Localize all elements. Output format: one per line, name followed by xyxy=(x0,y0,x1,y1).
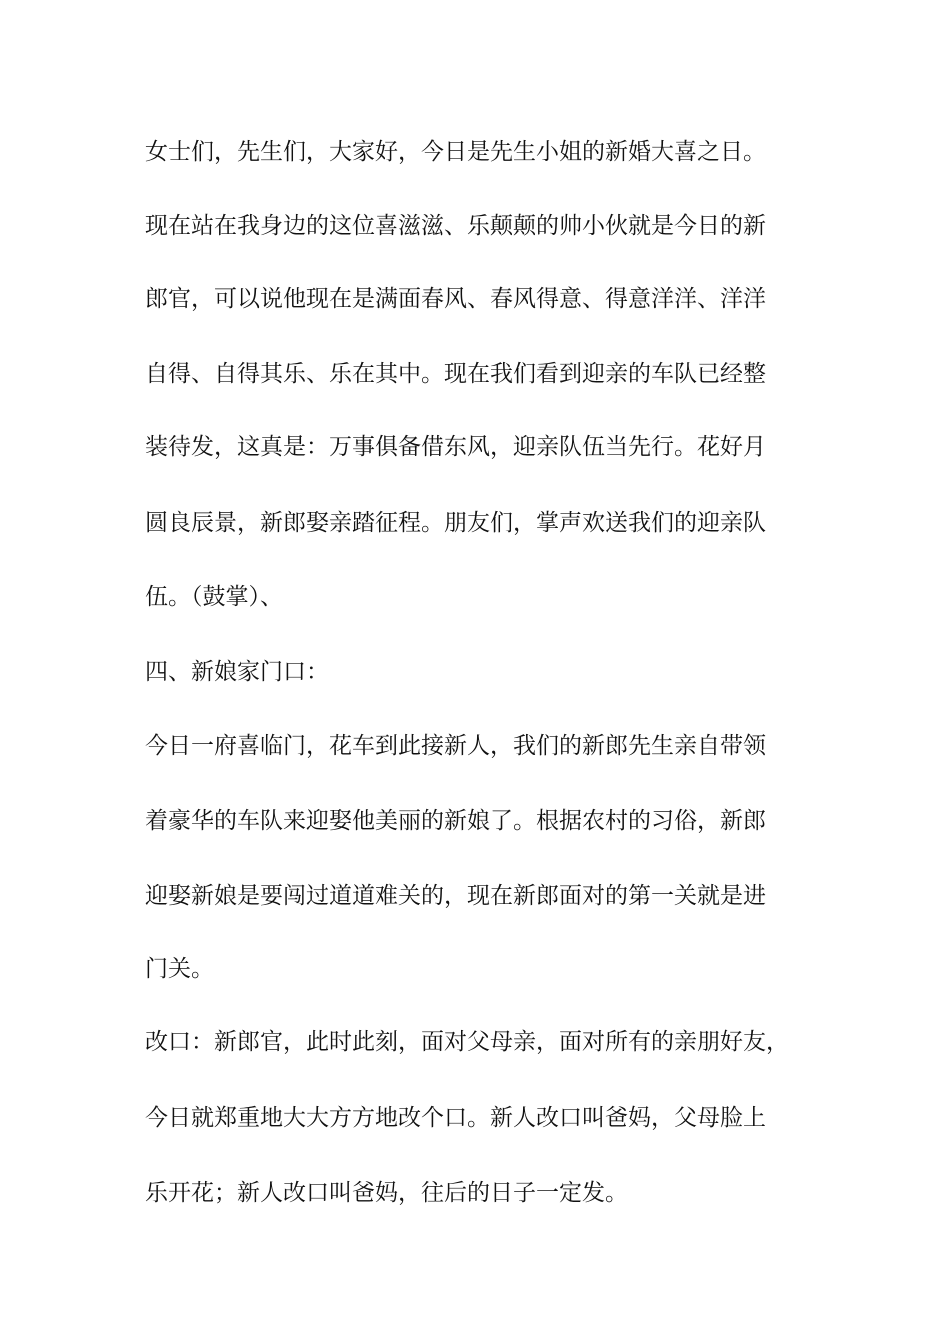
text-line: 装待发，这真是：万事俱备借东风，迎亲队伍当先行。花好月 xyxy=(145,434,766,460)
text-line: 伍。（鼓掌）、 xyxy=(145,584,283,610)
text-line: 着豪华的车队来迎娶他美丽的新娘了。根据农村的习俗，新郎 xyxy=(145,808,766,834)
text-line: 女士们，先生们，大家好，今日是先生小姐的新婚大喜之日。 xyxy=(145,139,766,165)
text-line: 迎娶新娘是要闯过道道难关的，现在新郎面对的第一关就是进 xyxy=(145,883,766,909)
text-line: 自得、自得其乐、乐在其中。现在我们看到迎亲的车队已经整 xyxy=(145,361,766,387)
text-line: 改口：新郎官，此时此刻，面对父母亲，面对所有的亲朋好友， xyxy=(145,1029,789,1055)
text-line: 今日就郑重地大大方方地改个口。新人改口叫爸妈，父母脸上 xyxy=(145,1105,766,1131)
section-heading: 四、新娘家门口： xyxy=(145,659,329,685)
text-line: 现在站在我身边的这位喜滋滋、乐颠颠的帅小伙就是今日的新 xyxy=(145,213,766,239)
text-line: 门关。 xyxy=(145,956,214,982)
text-line: 郎官，可以说他现在是满面春风、春风得意、得意洋洋、洋洋 xyxy=(145,286,766,312)
text-line: 乐开花；新人改口叫爸妈，往后的日子一定发。 xyxy=(145,1180,628,1206)
text-line: 今日一府喜临门，花车到此接新人，我们的新郎先生亲自带领 xyxy=(145,733,766,759)
text-line: 圆良辰景，新郎娶亲踏征程。朋友们，掌声欢送我们的迎亲队 xyxy=(145,510,766,536)
